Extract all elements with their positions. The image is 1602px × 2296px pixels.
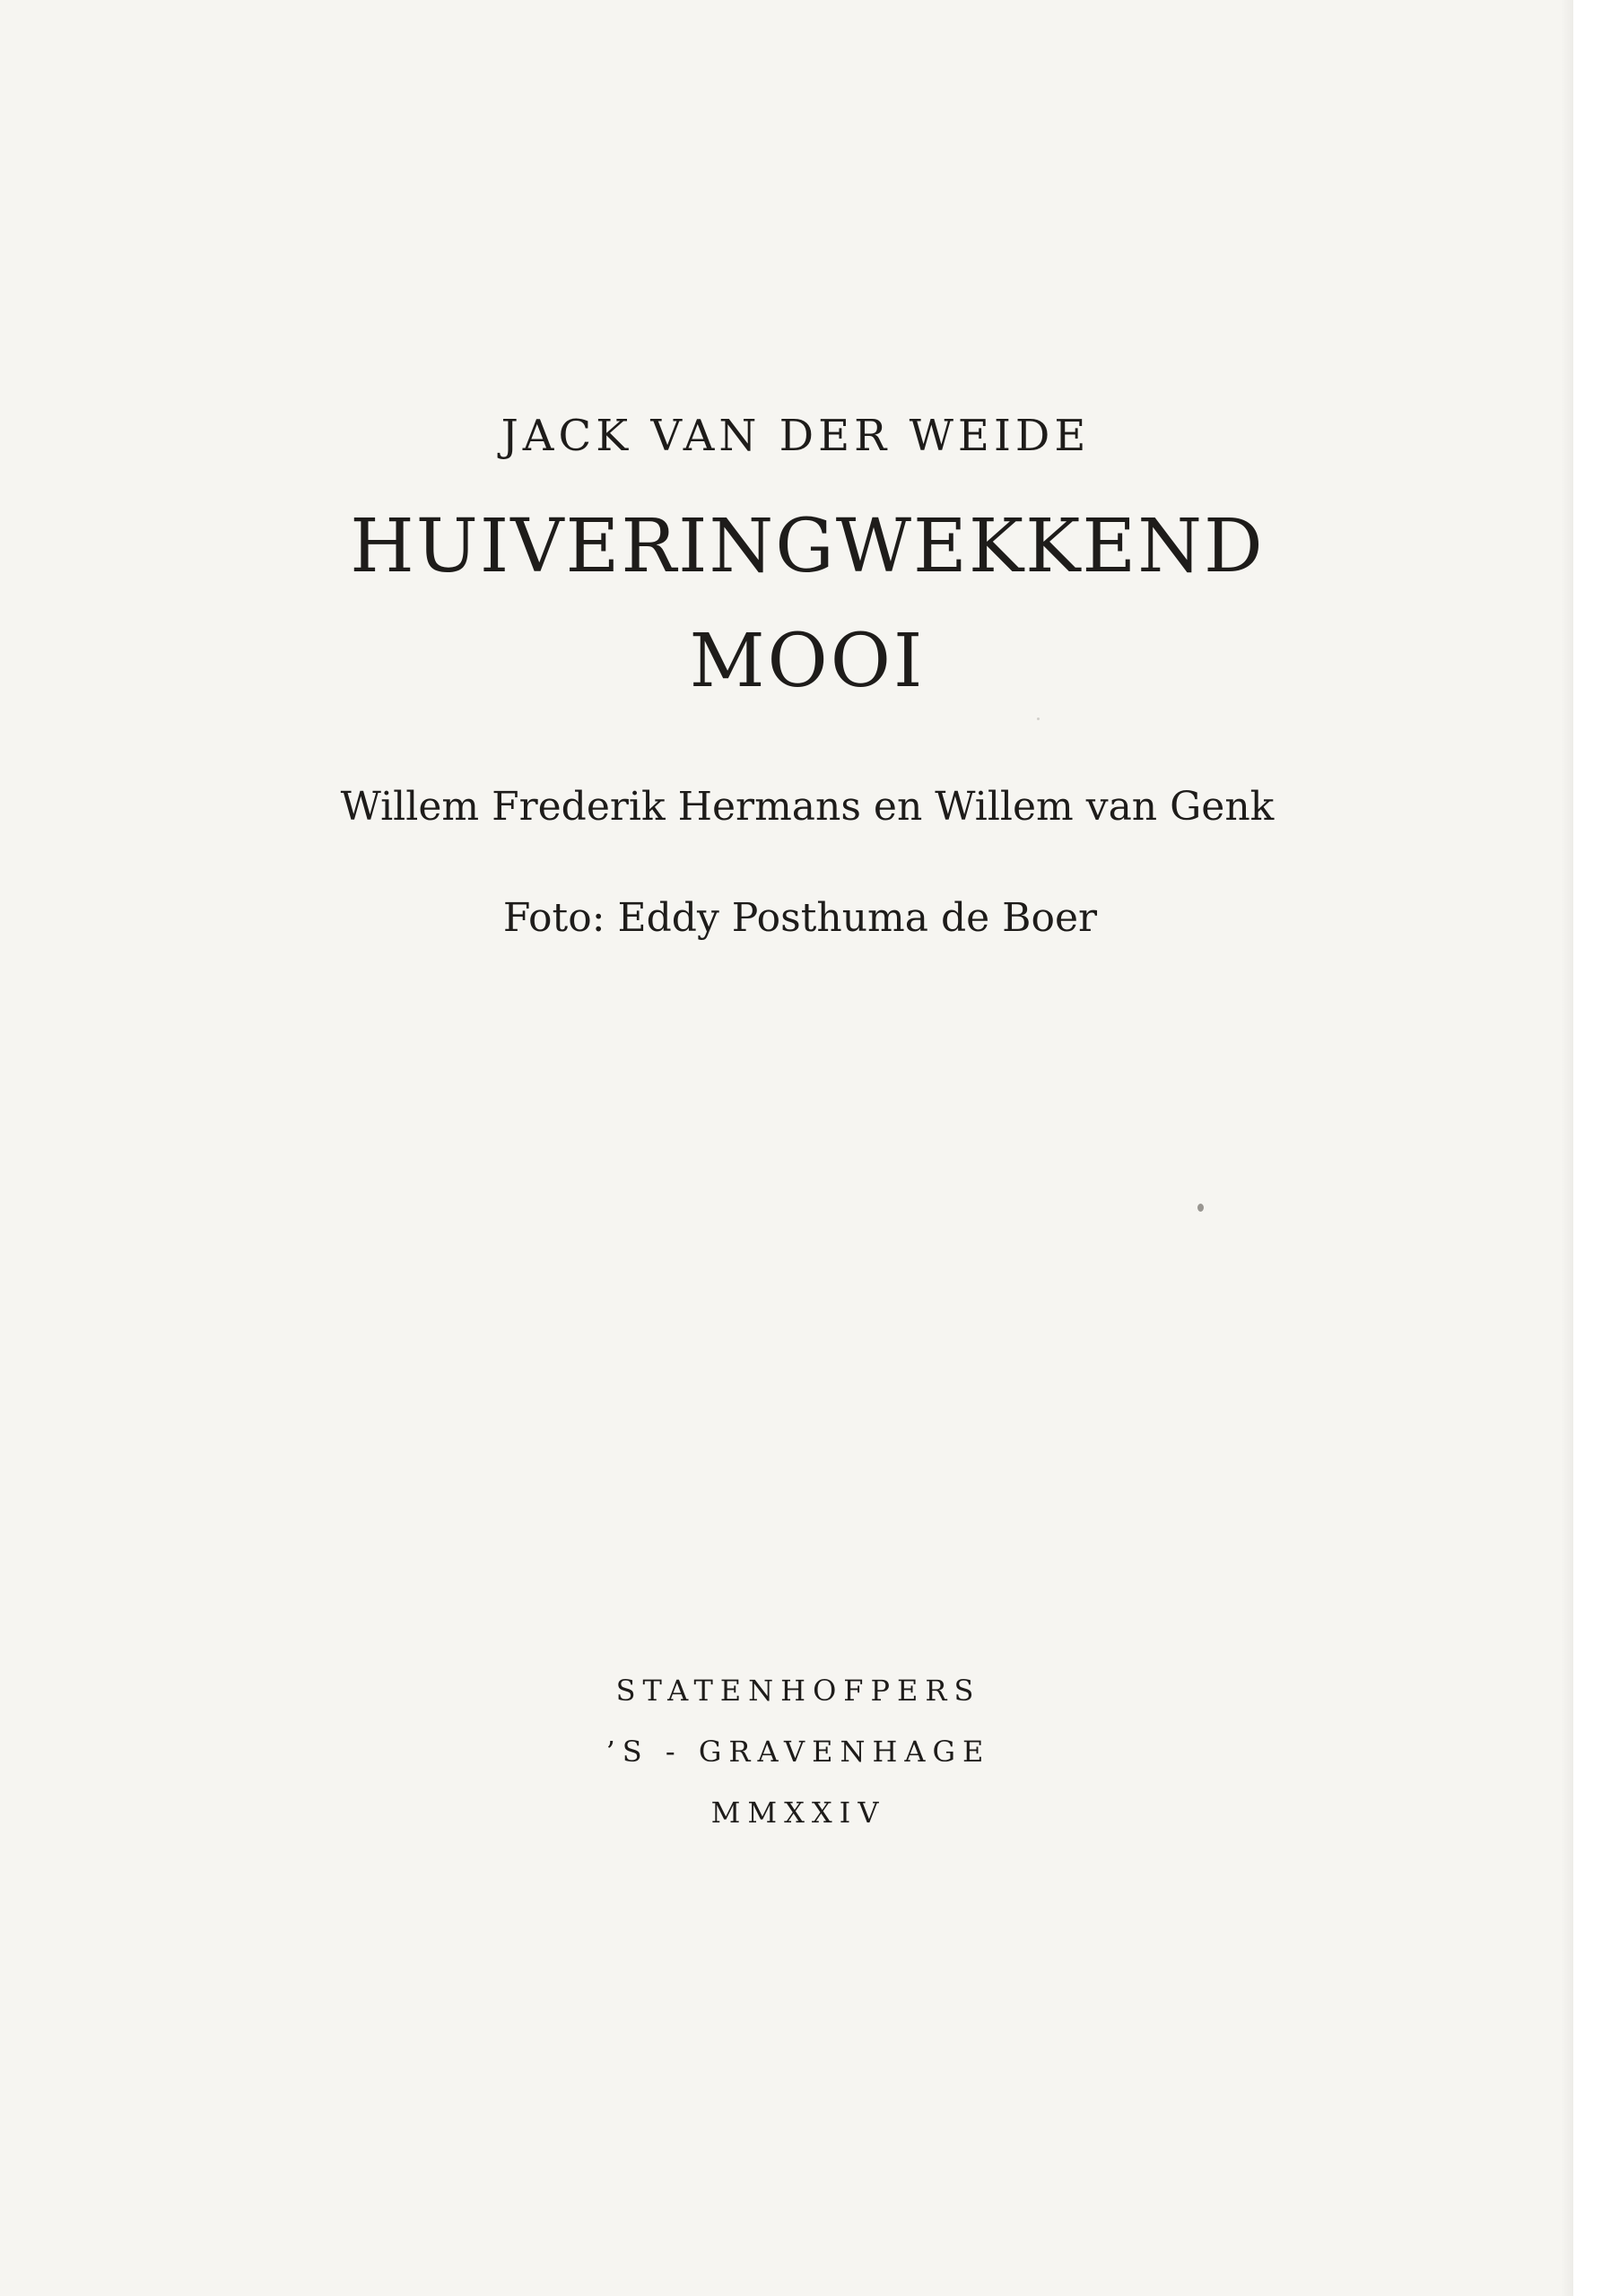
photo-credit: Foto: Eddy Posthuma de Boer	[502, 895, 1098, 941]
paper-speck	[1037, 718, 1040, 720]
paper-speck	[1197, 1204, 1204, 1212]
publisher-place: ’S - GRAVENHAGE	[605, 1735, 991, 1769]
book-title-line-1: HUIVERINGWEKKEND	[350, 504, 1265, 589]
subtitle: Willem Frederik Hermans en Willem van Genk	[340, 784, 1275, 830]
publication-year: MMXXIV	[710, 1796, 886, 1830]
author-name: JACK VAN DER WEIDE	[501, 411, 1091, 461]
publisher-name: STATENHOFPERS	[615, 1674, 981, 1708]
book-title-line-2: MOOI	[689, 619, 926, 704]
